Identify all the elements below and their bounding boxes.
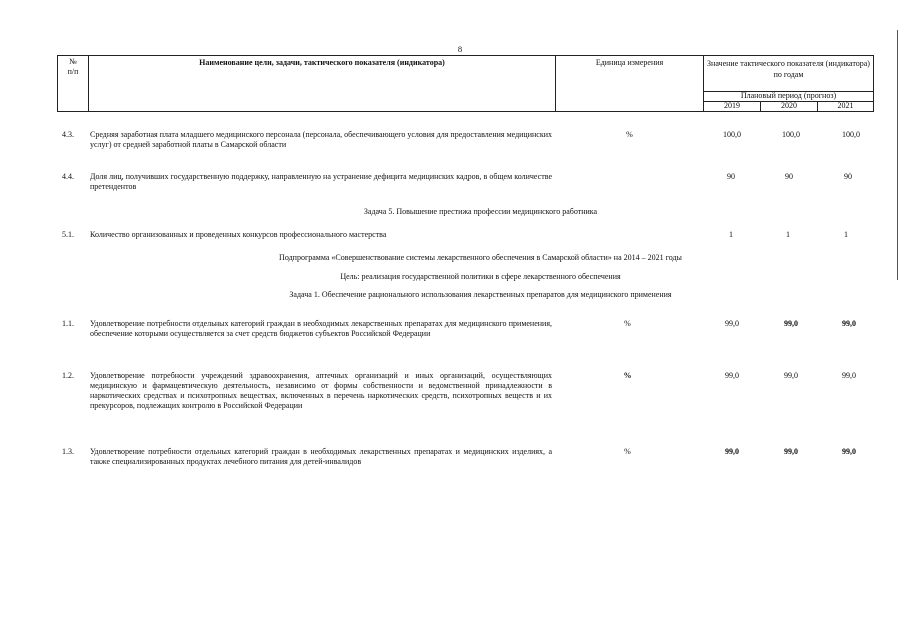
header-unit: Единица измерения bbox=[595, 58, 664, 67]
task-heading: Задача 5. Повышение престижа профессии медицинского работника bbox=[363, 207, 598, 216]
row-value-2020: 90 bbox=[785, 172, 793, 181]
row-value-2019: 99,0 bbox=[725, 447, 739, 456]
subprogram-heading: Подпрограмма «Совершенствование системы лекарственного обеспечения в Самарской области» на 2014 – 2021 годы bbox=[279, 253, 682, 262]
row-value-2020: 1 bbox=[786, 230, 790, 239]
row-name: Средняя заработная плата младшего медицинского персонала (персонала, обеспечивающего условия для предоставления медицинских услуг) от средней заработной платы в Самарской области bbox=[90, 130, 552, 149]
header-year-2020: 2020 bbox=[781, 101, 797, 110]
row-value-2019: 100,0 bbox=[723, 130, 741, 139]
row-num: 1.2. bbox=[62, 371, 74, 380]
task-heading: Задача 1. Обеспечение рационального использования лекарственных препаратов для медицинского применения bbox=[289, 290, 672, 299]
row-unit: % bbox=[624, 447, 631, 456]
header-period: Плановый период (прогноз) bbox=[740, 91, 837, 100]
row-value-2019: 90 bbox=[727, 172, 735, 181]
row-value-2020: 99,0 bbox=[784, 447, 798, 456]
row-unit: % bbox=[626, 130, 633, 139]
row-value-2019: 99,0 bbox=[725, 319, 739, 328]
row-unit: % bbox=[624, 319, 631, 328]
header-year-2021: 2021 bbox=[837, 101, 854, 110]
header-num: № п/п bbox=[67, 57, 79, 76]
row-num: 4.3. bbox=[62, 130, 74, 139]
row-name: Удовлетворение потребности отдельных категорий граждан в необходимых лекарственных препаратах для медицинского применения, обеспечение которыми осуществляется за счет средств бюджетов субъектов Российской Федерации bbox=[90, 319, 552, 338]
row-num: 1.3. bbox=[62, 447, 74, 456]
row-name: Удовлетворение потребности отдельных категорий граждан в необходимых лекарственных препаратах и медицинских изделиях, а также специализированных продуктах лечебного питания для детей-инвалидов bbox=[90, 447, 552, 466]
page-number: 8 bbox=[457, 44, 463, 54]
row-name: Удовлетворение потребности учреждений здравоохранения, аптечных организаций и иных организаций, осуществляющих медицинскую и фармацевтическую деятельность, независимо от формы собственности и ведомственной принадлежности в наркотических средствах и психотропных веществах, включенных в перечень наркотических средств, психотропных веществ и их прекурсоров, подлежащих контролю в Российской Федерации bbox=[90, 371, 552, 410]
row-value-2021: 99,0 bbox=[842, 447, 856, 456]
row-value-2019: 1 bbox=[729, 230, 733, 239]
row-value-2020: 99,0 bbox=[784, 319, 798, 328]
row-value-2020: 99,0 bbox=[784, 371, 798, 380]
row-value-2021: 100,0 bbox=[842, 130, 860, 139]
header-year-2019: 2019 bbox=[724, 101, 740, 110]
row-num: 1.1. bbox=[62, 319, 74, 328]
goal-heading: Цель: реализация государственной политики в сфере лекарственного обеспечения bbox=[340, 272, 621, 281]
row-value-2021: 99,0 bbox=[842, 371, 856, 380]
page-edge bbox=[897, 30, 898, 280]
row-value-2021: 90 bbox=[844, 172, 852, 181]
row-unit: % bbox=[623, 371, 632, 380]
row-value-2021: 1 bbox=[844, 230, 848, 239]
row-num: 5.1. bbox=[62, 230, 74, 239]
header-value-title: Значение тактического показателя (индикатора) по годам bbox=[707, 59, 870, 79]
header-name: Наименование цели, задачи, тактического показателя (индикатора) bbox=[199, 58, 445, 67]
row-value-2020: 100,0 bbox=[782, 130, 800, 139]
row-name: Доля лиц, получивших государственную поддержку, направленную на устранение дефицита медицинских кадров, в общем количестве претендентов bbox=[90, 172, 552, 191]
row-num: 4.4. bbox=[62, 172, 74, 181]
row-name: Количество организованных и проведенных конкурсов профессионального мастерства bbox=[90, 230, 387, 239]
row-value-2021: 99,0 bbox=[842, 319, 856, 328]
row-value-2019: 99,0 bbox=[725, 371, 739, 380]
